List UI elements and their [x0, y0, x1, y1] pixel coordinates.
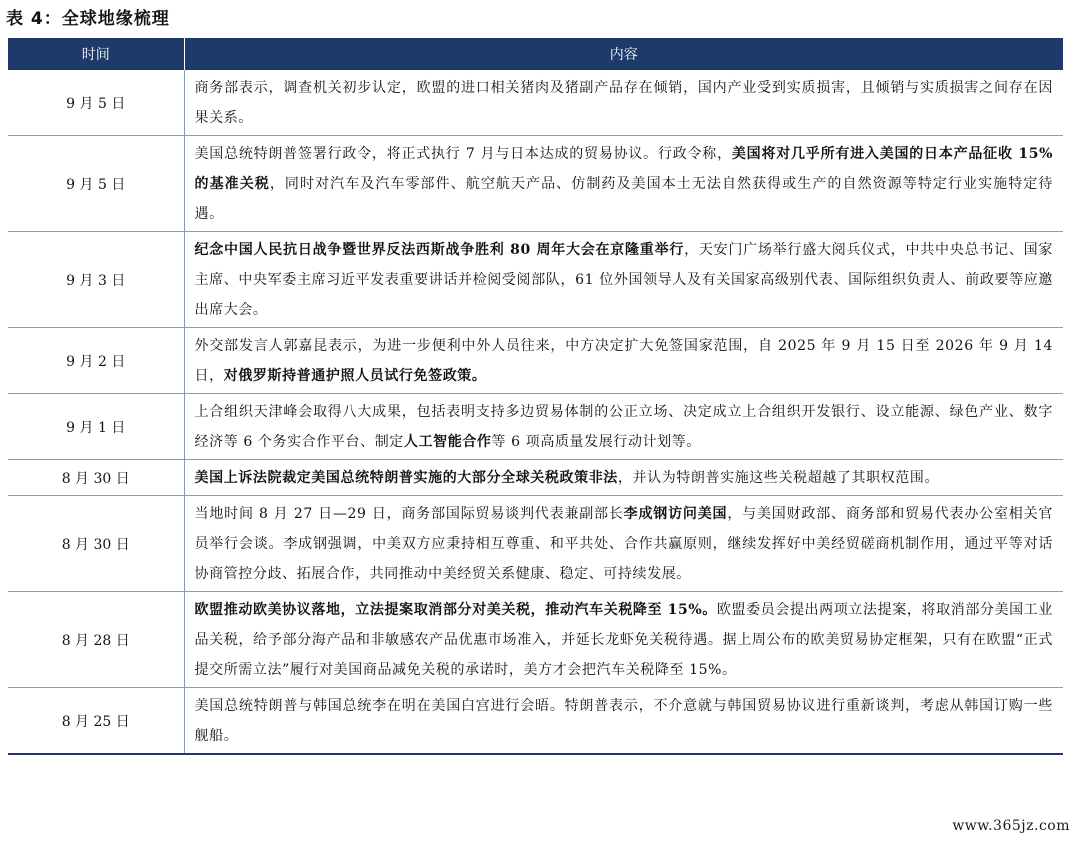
table-row [8, 328, 1063, 394]
row-date: 8 月 30 日 [8, 460, 184, 496]
table-row [8, 136, 1063, 232]
content-highlight: 欧盟推动欧美协议落地，立法提案取消部分对美关税，推动汽车关税降至 15%。 [194, 602, 717, 618]
row-content [184, 232, 1063, 328]
content-highlight: 人工智能合作 [403, 434, 492, 450]
content-text: 商务部表示，调查机关初步认定，欧盟的进口相关猪肉及猪副产品存在倾销，国内产业受到实质损害，且倾销与实质损害之间存在因果关系。 [194, 80, 1053, 126]
content-text: ，同时对汽车及汽车零部件、航空航天产品、仿制药及美国本土无法自然获得或生产的自然资源等特定行业实施特定待遇。 [194, 176, 1054, 222]
content-text: 美国总统特朗普签署行政令，将正式执行 7 月与日本达成的贸易协议。行政令称， [194, 146, 732, 162]
row-content [184, 688, 1063, 755]
content-text: 美国总统特朗普与韩国总统李在明在美国白宫进行会晤。特朗普表示，不介意就与韩国贸易协议进行重新谈判，考虑从韩国订购一些舰船。 [194, 698, 1053, 744]
row-content [184, 460, 1063, 496]
row-content [184, 592, 1063, 688]
content-text: ，天安门广场举行盛大阅兵仪式，中共中央总书记、国家主席、中央军委主席习近平发表重要讲话并检阅受阅部队，61 位外国领导人及有关国家高级别代表、国际组织负责人、前政要等应邀出席大会。 [194, 242, 1053, 318]
table-row [8, 688, 1063, 755]
table-header [8, 38, 1063, 70]
content-highlight: 对俄罗斯持普通护照人员试行免签政策。 [223, 368, 487, 384]
content-highlight: 美国上诉法院裁定美国总统特朗普实施的大部分全球关税政策非法 [194, 470, 618, 486]
table-title: 表 4：全球地缘梳理 [6, 9, 170, 29]
row-date: 8 月 28 日 [8, 592, 184, 688]
table-row [8, 70, 1063, 136]
table-row [8, 460, 1063, 496]
content-text: 上合组织天津峰会取得八大成果，包括表明支持多边贸易体制的公正立场、决定成立上合组织开发银行、设立能源、绿色产业、数字经济等 6 个务实合作平台、制定 [194, 404, 1053, 450]
row-date: 8 月 25 日 [8, 688, 184, 755]
row-date: 9 月 1 日 [8, 394, 184, 460]
watermark: www.365jz.com [952, 818, 1070, 834]
row-content [184, 136, 1063, 232]
content-text: 欧盟委员会提出两项立法提案，将取消部分美国工业品关税，给予部分海产品和非敏感农产品优惠市场准入，并延长龙虾免关税待遇。据上周公布的欧美贸易协定框架，只有在欧盟“正式提交所需立法”履行对美国商品减免关税的承诺时，美方才会把汽车关税降至 15%。 [194, 602, 1053, 678]
column-header-date: 时间 [8, 38, 184, 70]
row-content [184, 394, 1063, 460]
table-body [8, 70, 1063, 754]
column-header-content: 内容 [184, 38, 1063, 70]
content-text: 外交部发言人郭嘉昆表示，为进一步便利中外人员往来，中方决定扩大免签国家范围，自 2025 年 9 月 15 日至 2026 年 9 月 14 日， [194, 338, 1053, 384]
row-content [184, 70, 1063, 136]
row-content [184, 328, 1063, 394]
content-highlight: 美国将对几乎所有进入美国的日本产品征收 15%的基准关税 [194, 146, 1053, 192]
content-highlight: 纪念中国人民抗日战争暨世界反法西斯战争胜利 80 周年大会在京隆重举行 [194, 242, 685, 258]
row-date: 8 月 30 日 [8, 496, 184, 592]
table-row [8, 394, 1063, 460]
content-text: ，与美国财政部、商务部和贸易代表办公室相关官员举行会谈。李成钢强调，中美双方应秉持相互尊重、和平共处、合作共赢原则，继续发挥好中美经贸磋商机制作用，通过平等对话协商管控分歧、拓展合作，共同推动中美经贸关系健康、稳定、可持续发展。 [194, 506, 1054, 582]
content-text: 等 6 项高质量发展行动计划等。 [491, 434, 701, 450]
table-row [8, 592, 1063, 688]
geopolitics-table [8, 38, 1063, 755]
content-text: ，并认为特朗普实施这些关税超越了其职权范围。 [617, 470, 940, 486]
row-date: 9 月 3 日 [8, 232, 184, 328]
content-highlight: 李成钢访问美国 [623, 506, 728, 522]
table-row [8, 232, 1063, 328]
header-row [8, 38, 1063, 70]
content-text: 当地时间 8 月 27 日—29 日，商务部国际贸易谈判代表兼副部长 [194, 506, 624, 522]
row-content [184, 496, 1063, 592]
row-date: 9 月 5 日 [8, 70, 184, 136]
table-row [8, 496, 1063, 592]
row-date: 9 月 2 日 [8, 328, 184, 394]
row-date: 9 月 5 日 [8, 136, 184, 232]
